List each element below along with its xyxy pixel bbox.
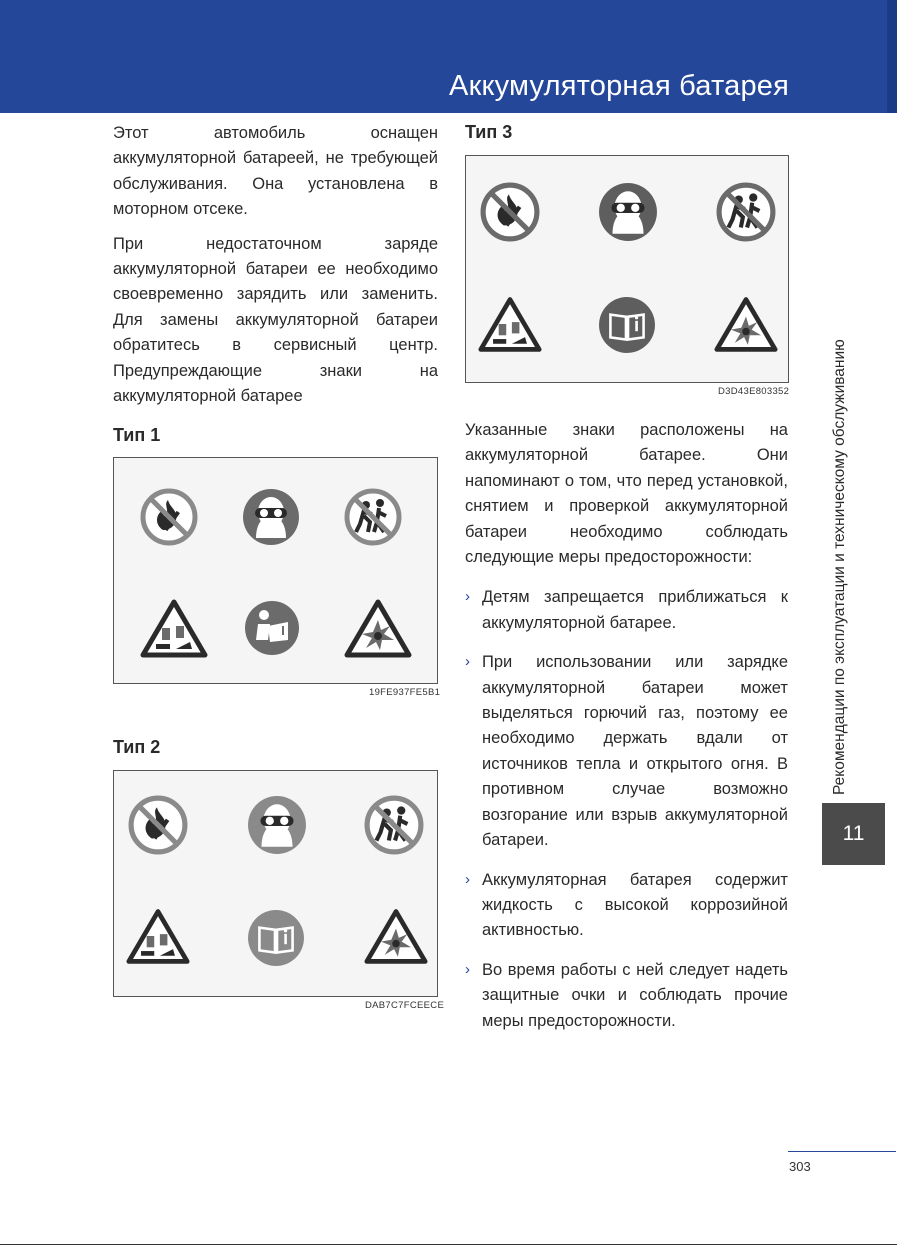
explosion-warning-icon xyxy=(344,598,412,658)
bullet-arrow-icon: › xyxy=(465,960,470,978)
corrosive-warning-icon xyxy=(478,294,542,354)
section-sidebar-title: Рекомендации по эксплуатации и техническому обслуживанию xyxy=(831,339,848,795)
goggles-icon xyxy=(598,182,658,242)
type-1-heading: Тип 1 xyxy=(113,425,161,445)
page-title: Аккумуляторная батарея xyxy=(449,70,789,102)
no-fire-icon xyxy=(128,795,188,855)
paragraph-intro: Этот автомобиль оснащен аккумуляторной батареей, не требующей обслуживания. Она установлена в моторном отсеке. xyxy=(113,124,438,219)
left-column xyxy=(113,121,438,409)
page-header xyxy=(0,0,897,113)
type-1-code: 19FE937FE5B1 xyxy=(369,687,441,698)
footer-divider xyxy=(788,1151,896,1152)
chapter-number: 11 xyxy=(822,803,885,865)
manual-icon xyxy=(598,296,656,354)
header-edge-tab xyxy=(887,0,897,113)
bullet-arrow-icon: › xyxy=(465,653,470,671)
goggles-icon xyxy=(242,488,300,546)
type-3-heading: Тип 3 xyxy=(465,122,513,142)
bullet-arrow-icon: › xyxy=(465,870,470,888)
list-item: › При использовании или зарядке аккумуляторной батареи может выделяться горючий газ, поэтому ее необходимо держать вдали от источников тепла и открытого огня. В противном случае возможно возгорание или взрыв аккумуляторной батареи. xyxy=(465,650,788,853)
type-1-figure xyxy=(113,457,438,684)
paragraph-charge: При недостаточном заряде аккумуляторной батареи ее необходимо своевременно зарядить или заменить. Для замены аккумуляторной батареи обратитесь в сервисный центр. Предупреждающие знаки на аккумуляторной батарее xyxy=(113,234,438,406)
no-fire-icon xyxy=(480,182,540,242)
page-bottom-rule xyxy=(0,1244,897,1245)
manual-icon xyxy=(244,600,300,656)
list-item: › Аккумуляторная батарея содержит жидкость с высокой коррозийной активностью. xyxy=(465,868,788,944)
no-children-icon xyxy=(364,795,424,855)
no-fire-icon xyxy=(140,488,198,546)
corrosive-warning-icon xyxy=(140,598,208,658)
type-3-figure xyxy=(465,155,789,383)
right-column xyxy=(465,418,788,1048)
corrosive-warning-icon xyxy=(126,907,190,965)
type-2-figure xyxy=(113,770,438,997)
precautions-list xyxy=(465,585,788,1034)
list-item: › Детям запрещается приближаться к аккумуляторной батарее. xyxy=(465,585,788,636)
type-2-heading: Тип 2 xyxy=(113,737,161,757)
no-children-icon xyxy=(344,488,402,546)
no-children-icon xyxy=(716,182,776,242)
explosion-warning-icon xyxy=(364,907,428,965)
type-2-code: DAB7C7FCEECE xyxy=(365,1000,445,1011)
page-number: 303 xyxy=(789,1159,811,1174)
bullet-arrow-icon: › xyxy=(465,588,470,606)
manual-icon xyxy=(247,909,305,967)
precautions-intro: Указанные знаки расположены на аккумуляторной батарее. Они напоминают о том, что перед установкой, снятием и проверкой аккумуляторной батареи необходимо соблюдать следующие меры предосторожности: xyxy=(465,421,788,567)
goggles-icon xyxy=(247,795,307,855)
list-item: › Во время работы с ней следует надеть защитные очки и соблюдать прочие меры предосторожности. xyxy=(465,958,788,1034)
type-3-code: D3D43E803352 xyxy=(718,386,790,397)
explosion-warning-icon xyxy=(714,294,778,354)
